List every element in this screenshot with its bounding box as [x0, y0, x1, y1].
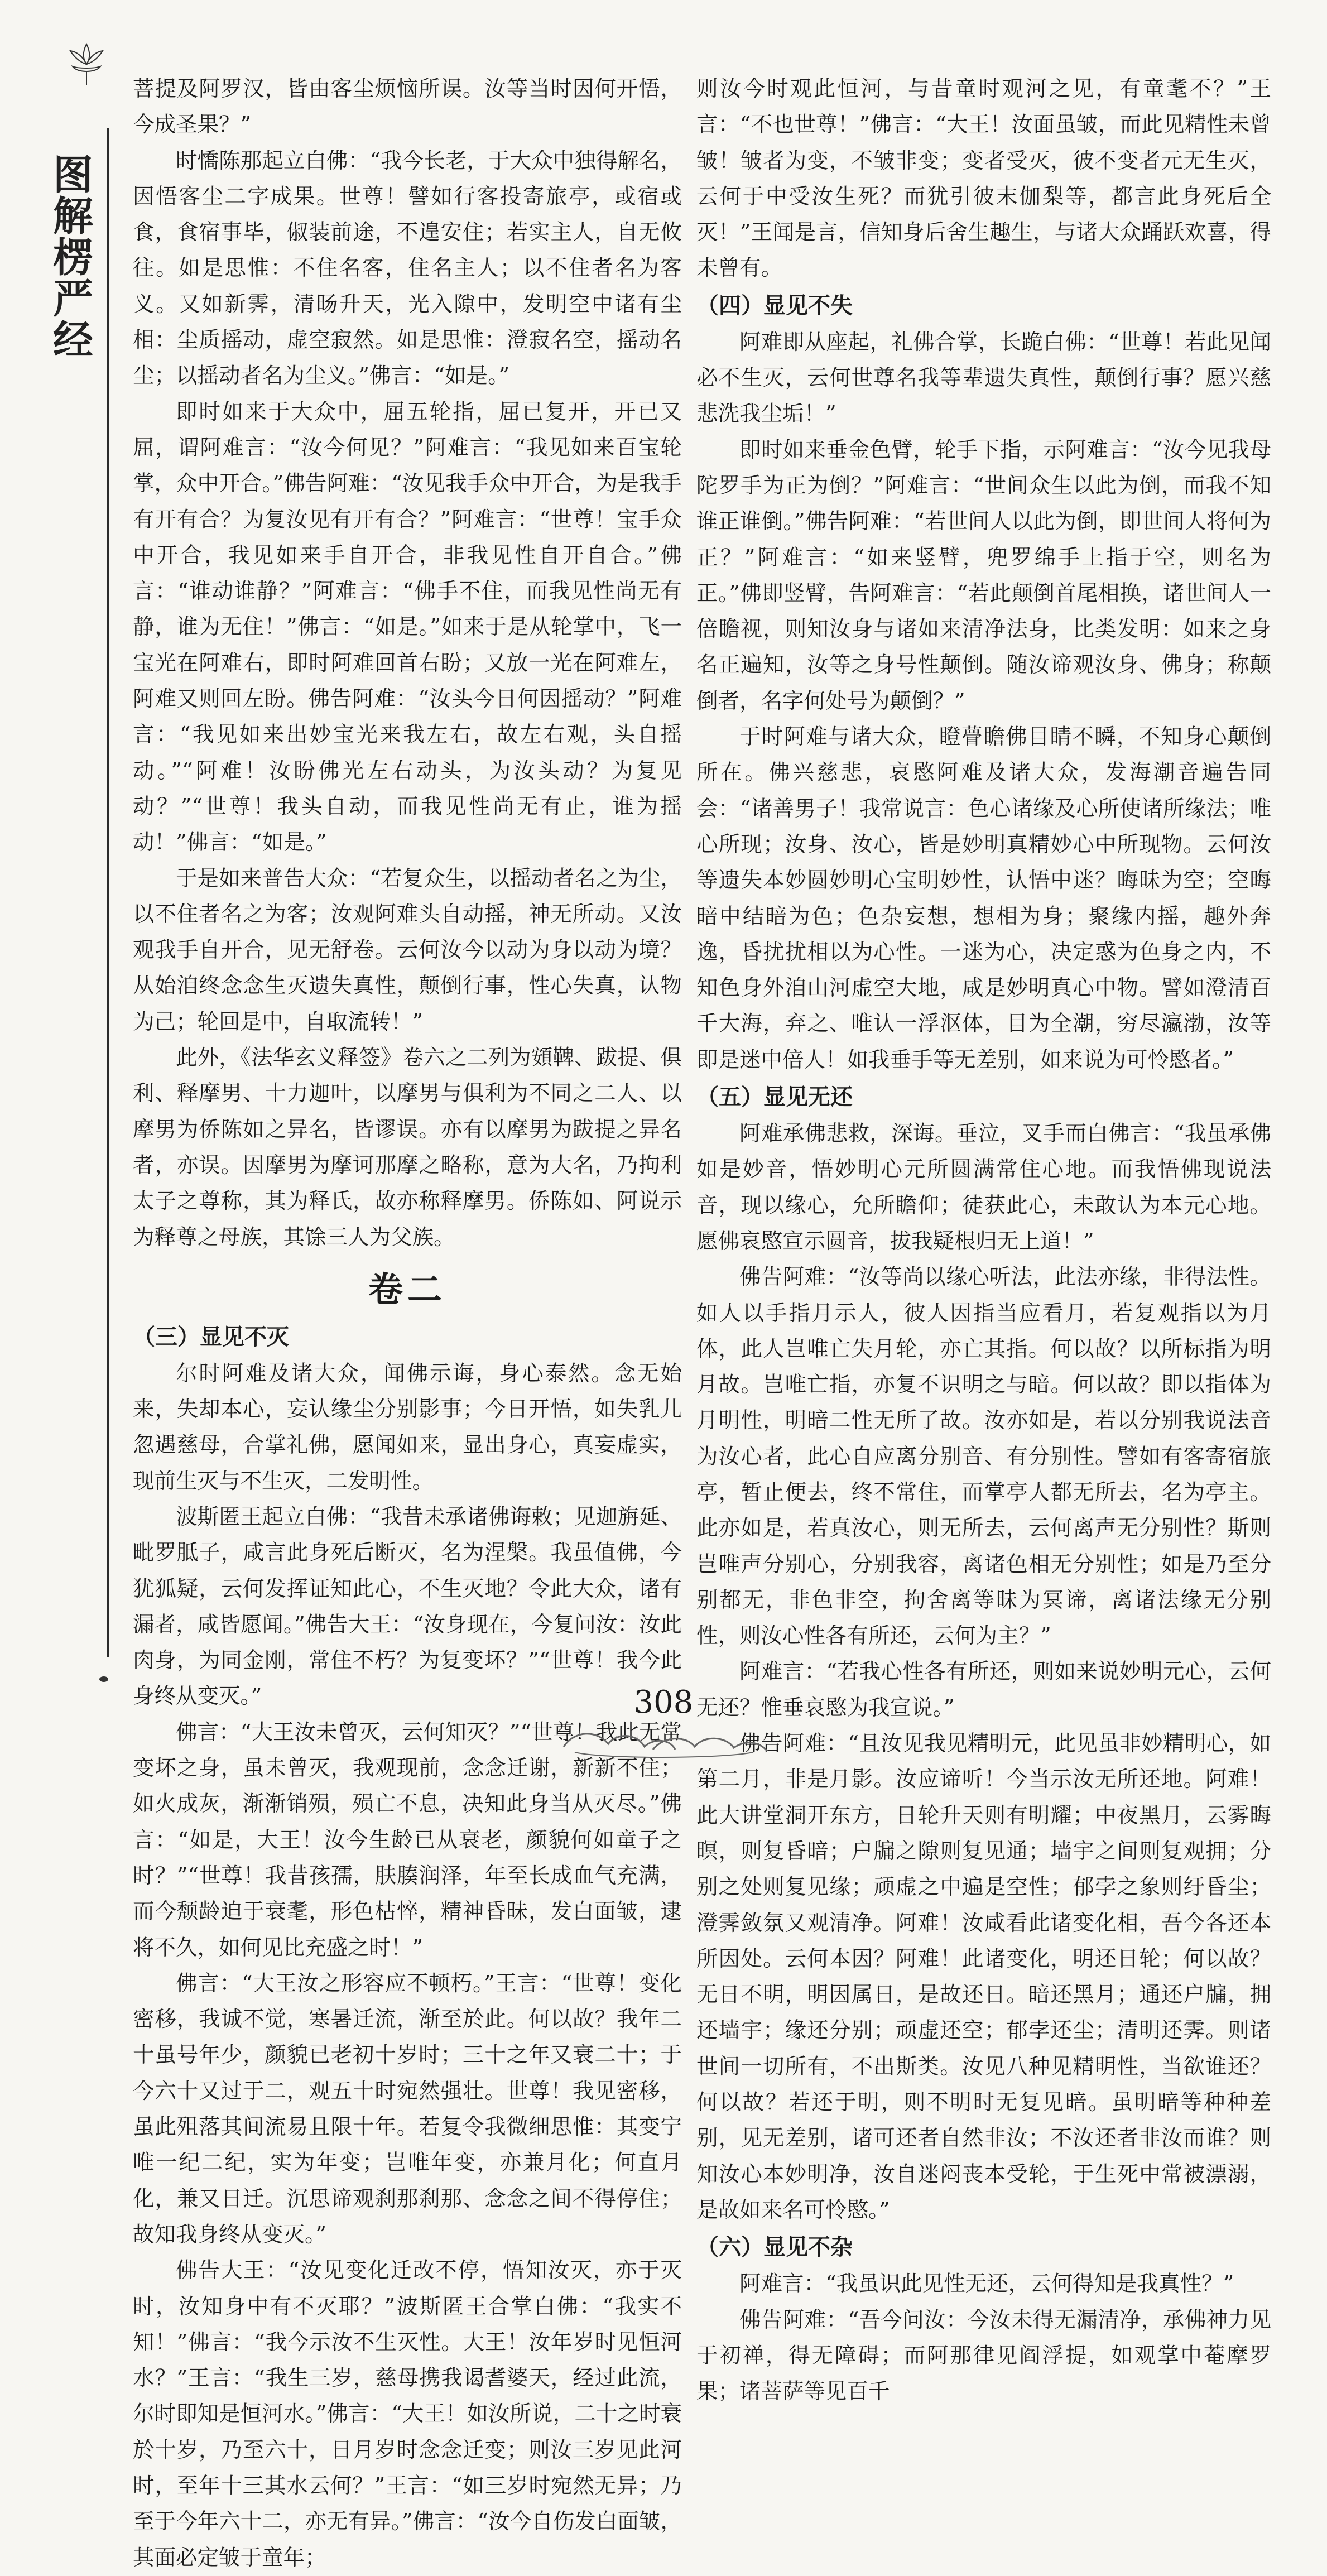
- left-column: [133, 71, 682, 2576]
- section-heading: （三）显见不灭: [133, 1324, 289, 1350]
- paragraph: 佛告阿难：“吾今问汝：今汝未得无漏清净，承佛神力见于初禅，得无障碍；而阿那律见阎浮提，如观掌中菴摩罗果；诸菩萨等见百千: [696, 2307, 1271, 2405]
- paragraph: 佛告阿难：“且汝见我见精明元，此见虽非妙精明心，如第二月，非是月影。汝应谛听！今当示汝无所还地。阿难！此大讲堂洞开东方，日轮升天则有明耀；中夜黑月，云雾晦暝，则复昏暗；户牖之隙则复见通；墙宇之间则复观拥；分别之处则复见缘；顽虚之中遍是空性；郁孛之象则纡昏尘；澄霁敛氛又观清净。阿难！汝咸看此诸变化相，吾今各还本所因处。云何本因？阿难！此诸变化，明还日轮；何以故？无日不明，明因属日，是故还日。暗还黑月；通还户牖，拥还墙宇；缘还分别；顽虚还空；郁孛还尘；清明还霁。则诸世间一切所有，不出斯类。汝见八种见精明性，当欲谁还？何以故？若还于明，则不明时无复见暗。虽明暗等种种差别，见无差别，诸可还者自然非汝；不汝还者非汝而谁？则知汝心本妙明净，汝自迷闷丧本受轮，于生死中常被漂溺，是故如来名可怜愍。”: [696, 1731, 1271, 2223]
- paragraph: 佛言：“大王汝之形容应不顿朽。”王言：“世尊！变化密移，我诚不觉，寒暑迁流，渐至於此。何以故？我年二十虽号年少，颜貌已老初十岁时；三十之年又衰二十；于今六十又过于二，观五十时宛然强壮。世尊！我见密移，虽此殂落其间流易且限十年。若复令我微细思惟：其变宁唯一纪二纪，实为年变；岂唯年变，亦兼月化；何直月化，兼又日迁。沉思谛观刹那刹那、念念之间不得停住；故知我身终从变灭。”: [133, 1971, 682, 2247]
- section-heading: （五）显见无还: [696, 1084, 853, 1111]
- paragraph: 阿难言：“若我心性各有所还，则如来说妙明元心，云何无还？惟垂哀愍为我宣说。”: [696, 1659, 1271, 1720]
- paragraph: 波斯匿王起立白佛：“我昔未承诸佛诲敕；见迦旃延、毗罗胝子，咸言此身死后断灭，名为涅槃。我虽值佛，今犹狐疑，云何发挥证知此心，不生灭地？令此大众，诸有漏者，咸皆愿闻。”佛告大王：“汝身现在，今复问汝：汝此肉身，为同金刚，常住不朽？为复变坏？”“世尊！我今此身终从变灭。”: [133, 1504, 682, 1709]
- sidebar: [0, 0, 112, 1857]
- sidebar-divider: [107, 128, 109, 1657]
- bullet-dot-icon: [99, 1676, 108, 1682]
- paragraph: 则汝今时观此恒河，与昔童时观河之见，有童耄不？”王言：“不也世尊！”佛言：“大王！汝面虽皱，而此见精性未曾皱！皱者为变，不皱非变；变者受灭，彼不变者元无生灭，云何于中受汝生死？而犹引彼末伽梨等，都言此身死后全灭！”王闻是言，信知身后舍生趣生，与诸大众踊跃欢喜，得未曾有。: [696, 76, 1271, 281]
- section-heading: （四）显见不失: [696, 292, 853, 319]
- paragraph: 此外，《法华玄义释签》卷六之二列为頞鞞、跋提、俱利、释摩男、十力迦叶，以摩男与俱利为不同之二人、以摩男为侨陈如之异名，皆谬误。亦有以摩男为跋提之异名者，亦误。因摩男为摩诃那摩之略称，意为大名，乃拘利太子之尊称，其为释氏，故亦称释摩男。侨陈如、阿说示为释尊之母族，其馀三人为父族。: [133, 1045, 682, 1250]
- paragraph: 阿难即从座起，礼佛合掌，长跪白佛：“世尊！若此见闻必不生灭，云何世尊名我等辈遗失真性，颠倒行事？愿兴慈悲洗我尘垢！”: [696, 329, 1271, 427]
- paragraph: 佛告阿难：“汝等尚以缘心听法，此法亦缘，非得法性。如人以手指月示人，彼人因指当应看月，若复观指以为月体，此人岂唯亡失月轮，亦亡其指。何以故？以所标指为明月故。岂唯亡指，亦复不识明之与暗。何以故？即以指体为月明性，明暗二性无所了故。汝亦如是，若以分别我说法音为汝心者，此心自应离分别音、有分别性。譬如有客寄宿旅亭，暂止便去，终不常住，而掌亭人都无所去，名为亭主。此亦如是，若真汝心，则无所去，云何离声无分别性？斯则岂唯声分别心，分别我容，离诸色相无分别性；如是乃至分别都无，非色非空，拘舍离等昧为冥谛，离诸法缘无分别性，则汝心性各有所还，云何为主？”: [696, 1265, 1271, 1649]
- paragraph: 即时如来于大众中，屈五轮指，屈已复开，开已又屈，谓阿难言：“汝今何见？”阿难言：“我见如来百宝轮掌，众中开合。”佛告阿难：“汝见我手众中开合，为是我手有开有合？为复汝见有开有合？”阿难言：“世尊！宝手众中开合，我见如来手自开合，非我见性自开自合。”佛言：“谁动谁静？”阿难言：“佛手不住，而我见性尚无有静，谁为无住！”佛言：“如是。”如来于是从轮掌中，飞一宝光在阿难右，即时阿难回首右盼；又放一光在阿难左，阿难又则回左盼。佛告阿难：“汝头今日何因摇动？”阿难言：“我见如来出妙宝光来我左右，故左右观，头自摇动。”“阿难！汝盼佛光左右动头，为汝头动？为复见动？”“世尊！我头自动，而我见性尚无有止，谁为摇动！”佛言：“如是。”: [133, 399, 682, 856]
- book-title: 图解楞严经: [46, 153, 93, 360]
- lotus-ornament-icon: [67, 42, 106, 86]
- chapter-heading: 卷二: [368, 1268, 446, 1310]
- paragraph: 菩提及阿罗汉，皆由客尘烦恼所误。汝等当时因何开悟，今成圣果？”: [133, 76, 682, 138]
- paragraph: 时憍陈那起立白佛：“我今长老，于大众中独得解名，因悟客尘二字成果。世尊！譬如行客投寄旅亭，或宿或食，食宿事毕，俶装前途，不遑安住；若实主人，自无攸往。如是思惟：不住名客，住名主人；以不住者名为客义。又如新霁，清旸升天，光入隙中，发明空中诸有尘相：尘质摇动，虚空寂然。如是思惟：澄寂名空，摇动名尘；以摇动者名为尘义。”佛言：“如是。”: [133, 148, 682, 389]
- paragraph: 佛告大王：“汝见变化迁改不停，悟知汝灭，亦于灭时，汝知身中有不灭耶？”波斯匿王合掌白佛：“我实不知！”佛言：“我今示汝不生灭性。大王！汝年岁时见恒河水？”王言：“我生三岁，慈母携我谒耆婆天，经过此流，尔时即知是恒河水。”佛言：“大王！如汝所说，二十之时衰於十岁，乃至六十，日月岁时念念迁变；则汝三岁见此河时，至年十三其水云何？”王言：“如三岁时宛然无异；乃至于今年六十二，亦无有异。”佛言：“汝今自伤发白面皱，其面必定皱于童年；: [133, 2258, 682, 2570]
- paragraph: 于时阿难与诸大众，瞪瞢瞻佛目睛不瞬，不知身心颠倒所在。佛兴慈悲，哀愍阿难及诸大众，发海潮音遍告同会：“诸善男子！我常说言：色心诸缘及心所使诸所缘法；唯心所现；汝身、汝心，皆是妙明真精妙心中所现物。云何汝等遗失本妙圆妙明心宝明妙性，认悟中迷？晦昧为空；空晦暗中结暗为色；色杂妄想，想相为身；聚缘内摇，趣外奔逸，昏扰扰相以为心性。一迷为心，决定惑为色身之内，不知色身外洎山河虚空大地，咸是妙明真心中物。譬如澄清百千大海，弃之、唯认一浮沤体，目为全潮，穷尽瀛渤，汝等即是迷中倍人！如我垂手等无差别，如来说为可怜愍者。”: [696, 724, 1271, 1073]
- paragraph: 即时如来垂金色臂，轮手下指，示阿难言：“汝今见我母陀罗手为正为倒？”阿难言：“世间众生以此为倒，而我不知谁正谁倒。”佛告阿难：“若世间人以此为倒，即世间人将何为正？”阿难言：“如来竖臂，兜罗绵手上指于空，则名为正。”佛即竖臂，告阿难言：“若此颠倒首尾相换，诸世间人一倍瞻视，则知汝身与诸如来清净法身，比类发明：如来之身名正遍知，汝等之身号性颠倒。随汝谛观汝身、佛身；称颠倒者，名字何处号为颠倒？”: [696, 437, 1271, 714]
- section-heading: （六）显见不杂: [696, 2234, 853, 2261]
- paragraph: 尔时阿难及诸大众，闻佛示诲，身心泰然。念无始来，失却本心，妄认缘尘分别影事；今日开悟，如失乳儿忽遇慈母，合掌礼佛，愿闻如来，显出身心，真妄虚实，现前生灭与不生灭，二发明性。: [133, 1361, 682, 1494]
- paragraph: 阿难承佛悲救，深诲。垂泣，叉手而白佛言：“我虽承佛如是妙音，悟妙明心元所圆满常住心地。而我悟佛现说法音，现以缘心，允所瞻仰；徒获此心，未敢认为本元心地。愿佛哀愍宣示圆音，拔我疑根归无上道！”: [696, 1121, 1271, 1254]
- paragraph: 阿难言：“我虽识此见性无还，云何得知是我真性？”: [739, 2271, 1234, 2297]
- right-column: [696, 71, 1271, 2410]
- paragraph: 佛言：“大王汝未曾灭，云何知灭？”“世尊！我此无常变坏之身，虽未曾灭，我观现前，念念迁谢，新新不住；如火成灰，渐渐销殒，殒亡不息，决知此身当从灭尽。”佛言：“如是，大王！汝今生龄已从衰老，颜貌何如童子之时？”“世尊！我昔孩孺，肤腠润泽，年至长成血气充满，而今颓龄迫于衰耄，形色枯悴，精神昏昧，发白面皱，逮将不久，如何见比充盛之时！”: [133, 1719, 682, 1960]
- cloud-ornament-icon: [552, 1724, 776, 1763]
- paragraph: 于是如来普告大众：“若复众生，以摇动者名之为尘，以不住者名之为客；汝观阿难头自动摇，神无所动。又汝观我手自开合，见无舒卷。云何汝今以动为身以动为境？从始洎终念念生灭遗失真性，颠倒行事，性心失真，认物为己；轮回是中，自取流转！”: [133, 866, 682, 1035]
- page-number: 308: [633, 1684, 694, 1720]
